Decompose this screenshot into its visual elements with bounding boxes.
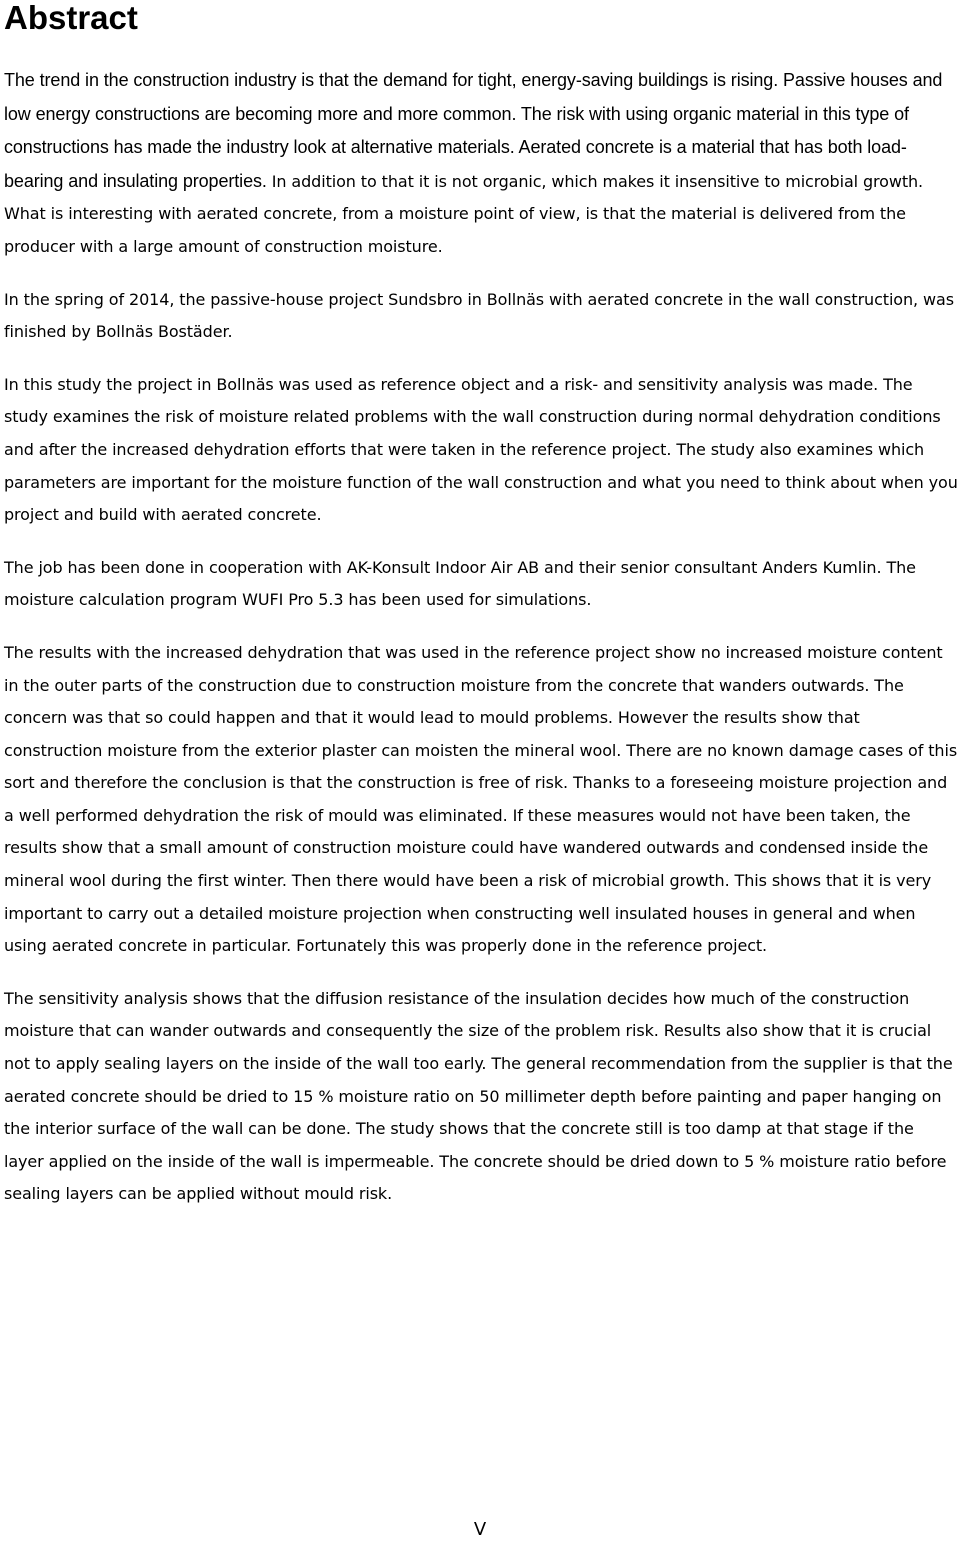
- paragraph-6-text: The sensitivity analysis shows that the diffusion resistance of the insulation decides how much of the construction moisture that can wander outwards and consequently the size of the problem risk. Results also show that it is crucial not to apply sealing layers on the inside of the wall too early. The general recommendation from the supplier is that the aerated concrete should be dried to 15 % moisture ratio on 50 millimeter depth before painting and paper hanging on the interior surface of the wall can be done. The study shows that the concrete still is too damp at that stage if the layer applied on the inside of the wall is impermeable. The concrete should be dried down to 5 % moisture ratio before sealing layers can be applied without mould risk.: [4, 988, 953, 1204]
- paragraph-2-text: In the spring of 2014, the passive-house project Sundsbro in Bollnäs with aerated concrete in the wall construction, was finished by Bollnäs Bostäder.: [4, 289, 954, 342]
- paragraph-5-text: The results with the increased dehydration that was used in the reference project show no increased moisture content in the outer parts of the construction due to construction moisture from the concrete that wanders outwards. The concern was that so could happen and that it would lead to mould problems. However the results show that construction moisture from the exterior plaster can moisten the mineral wool. There are no known damage cases of this sort and therefore the conclusion is that the construction is free of risk. Thanks to a foreseeing moisture projection and a well performed dehydration the risk of mould was eliminated. If these measures would not have been taken, the results show that a small amount of construction moisture could have wandered outwards and condensed inside the mineral wool during the first winter. Then there would have been a risk of microbial growth. This shows that it is very important to carry out a detailed moisture projection when constructing well insulated houses in general and when using aerated concrete in particular. Fortunately this was properly done in the reference project.: [4, 642, 958, 956]
- paragraph-1-lead: The trend in the construction industry is that the demand for tight, energy-saving buildings is rising. Passive houses and low energy constructions are becoming more and more common. The risk with using organic material in this type of constructions has made the industry look at alternative materials. Aerated concrete is a material that has both load-bearing and insulating properties.: [4, 70, 943, 191]
- paragraph-1: [4, 64, 958, 264]
- paragraph-5: [4, 637, 958, 963]
- paragraph-4: [4, 552, 958, 617]
- page-number: V: [473, 1519, 487, 1540]
- page-title: Abstract: [4, 0, 138, 36]
- paragraph-6: [4, 983, 958, 1211]
- paragraph-3: [4, 369, 958, 532]
- paragraph-4-text: The job has been done in cooperation with AK-Konsult Indoor Air AB and their senior consultant Anders Kumlin. The moisture calculation program WUFI Pro 5.3 has been used for simulations.: [4, 557, 916, 610]
- paragraph-1-text: In addition to that it is not organic, which makes it insensitive to microbial growth. What is interesting with aerated concrete, from a moisture point of view, is that the material is delivered from the producer with a large amount of construction moisture.: [4, 171, 924, 256]
- paragraph-2: [4, 284, 958, 349]
- abstract-body: [4, 64, 958, 1231]
- paragraph-3-text: In this study the project in Bollnäs was used as reference object and a risk- and sensitivity analysis was made. The study examines the risk of moisture related problems with the wall construction during normal dehydration conditions and after the increased dehydration efforts that were taken in the reference project. The study also examines which parameters are important for the moisture function of the wall construction and what you need to think about when you project and build with aerated concrete.: [4, 374, 958, 525]
